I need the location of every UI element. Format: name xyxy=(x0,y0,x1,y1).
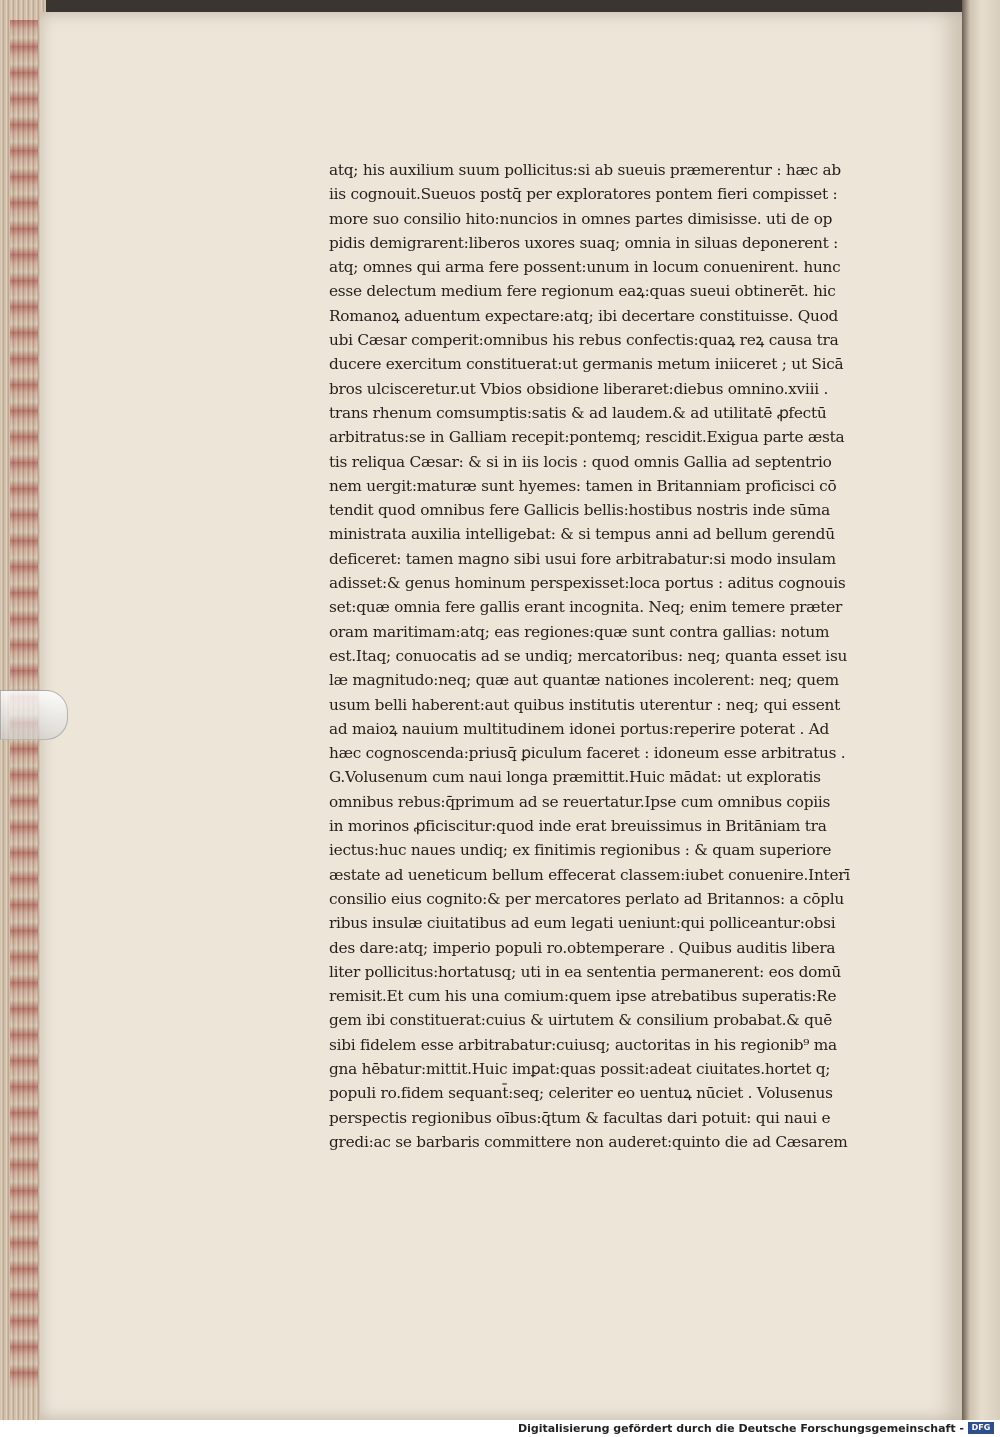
text-line: adisset:& genus hominum perspexisset:loca portus : aditus cognouis xyxy=(329,574,846,593)
page-clamp xyxy=(0,690,68,740)
text-line: ducere exercitum constituerat:ut germanis metum iniiceret ; ut Sicā xyxy=(329,355,844,374)
dfg-logo: DFG xyxy=(968,1422,994,1434)
text-block xyxy=(329,158,919,1154)
text-line: bros ulcisceretur.ut Vbios obsidione liberaret:diebus omnino.xviii . xyxy=(329,379,829,398)
text-line: in morinos ꝓficiscitur:quod inde erat breuissimus in Britāniam tra xyxy=(329,817,827,836)
text-line: omnibus rebus:q̄primum ad se reuertatur.Ipse cum omnibus copiis xyxy=(329,792,831,811)
text-line: Romanoꝝ aduentum expectare:atq; ibi decertare constituisse. Quod xyxy=(329,306,839,325)
text-line: tendit quod omnibus fere Gallicis bellis:hostibus nostris inde sūma xyxy=(329,501,831,520)
text-line: pidis demigrarent:liberos uxores suaq; omnia in siluas deponerent : xyxy=(329,233,839,252)
text-line: esse delectum medium fere regionum eaꝝ:quas sueui obtinerēt. hic xyxy=(329,282,836,301)
text-line: est.Itaq; conuocatis ad se undiq; mercatoribus: neq; quanta esset isu xyxy=(329,646,848,665)
text-line: sibi fidelem esse arbitrabatur:cuiusq; auctoritas in his regionib⁹ ma xyxy=(329,1035,837,1054)
text-line: gem ibi constituerat:cuius & uirtutem & consilium probabat.& quē xyxy=(329,1011,833,1030)
text-line: ubi Cæsar comperit:omnibus his rebus confectis:quaꝝ reꝝ causa tra xyxy=(329,331,839,350)
text-line: liter pollicitus:hortatusq; uti in ea sententia permanerent: eos domū xyxy=(329,962,841,981)
text-line: consilio eius cognito:& per mercatores perlato ad Britannos: a cōplu xyxy=(329,889,845,908)
funding-notice: Digitalisierung gefördert durch die Deutsche Forschungsgemeinschaft - xyxy=(517,1422,964,1435)
text-line: populi ro.fidem sequant̄:seq; celeriter eo uentuꝝ nūciet . Volusenus xyxy=(329,1084,833,1103)
text-line: gredi:ac se barbaris committere non auderet:quinto die ad Cæsarem xyxy=(329,1132,848,1151)
text-line: des dare:atq; imperio populi ro.obtemperare . Quibus auditis libera xyxy=(329,938,836,957)
text-line: G.Volusenum cum naui longa præmittit.Huic mādat: ut exploratis xyxy=(329,768,821,787)
text-line: deficeret: tamen magno sibi usui fore arbitrabatur:si modo insulam xyxy=(329,549,836,568)
text-line: iectus:huc naues undiq; ex finitimis regionibus : & quam superiore xyxy=(329,841,832,860)
text-line: atq; his auxilium suum pollicitus:si ab sueuis præmerentur : hæc ab xyxy=(329,161,841,179)
text-line: oram maritimam:atq; eas regiones:quæ sunt contra gallias: notum xyxy=(329,622,830,641)
text-line: set:quæ omnia fere gallis erant incognita. Neq; enim temere præter xyxy=(329,598,843,617)
text-line: ad maioꝝ nauium multitudinem idonei portus:reperire poterat . Ad xyxy=(329,719,830,738)
text-line: remisit.Et cum his una comium:quem ipse atrebatibus superatis:Re xyxy=(329,987,837,1006)
text-line: perspectis regionibus oībus:q̄tum & facultas dari potuit: qui naui e xyxy=(329,1108,831,1127)
text-line: usum belli haberent:aut quibus institutis uterentur : neq; qui essent xyxy=(329,695,841,714)
facing-page-edge xyxy=(962,0,1000,1420)
footer-bar xyxy=(0,1420,1000,1437)
text-line: æstate ad ueneticum bellum effecerat classem:iubet conuenire.Interī xyxy=(329,865,850,884)
text-line: læ magnitudo:neq; quæ aut quantæ nationes incolerent: neq; quem xyxy=(329,671,839,690)
text-line: tis reliqua Cæsar: & si in iis locis : quod omnis Gallia ad septentrio xyxy=(329,452,832,471)
text-line: ribus insulæ ciuitatibus ad eum legati ueniunt:qui polliceantur:obsi xyxy=(329,914,836,933)
text-line: hæc cognoscenda:priusq̄ ꝑiculum faceret : idoneum esse arbitratus . xyxy=(329,744,846,763)
book-page xyxy=(40,12,962,1420)
text-line: more suo consilio hito:nuncios in omnes partes dimisisse. uti de op xyxy=(329,209,833,228)
text-line: gna hēbatur:mittit.Huic imꝑat:quas possit:adeat ciuitates.hortet q; xyxy=(329,1059,831,1078)
text-line: nem uergit:maturæ sunt hyemes: tamen in Britanniam proficisci cō xyxy=(329,476,837,495)
text-line: trans rhenum comsumptis:satis & ad laudem.& ad utilitatē ꝓfectū xyxy=(329,403,827,422)
text-line: arbitratus:se in Galliam recepit:pontemq; rescidit.Exigua parte æsta xyxy=(329,428,845,447)
text-line: iis cognouit.Sueuos postq̄ per exploratores pontem fieri compisset : xyxy=(329,185,838,204)
text-line: ministrata auxilia intelligebat: & si tempus anni ad bellum gerendū xyxy=(329,525,835,544)
text-line: atq; omnes qui arma fere possent:unum in locum conuenirent. hunc xyxy=(329,258,841,277)
